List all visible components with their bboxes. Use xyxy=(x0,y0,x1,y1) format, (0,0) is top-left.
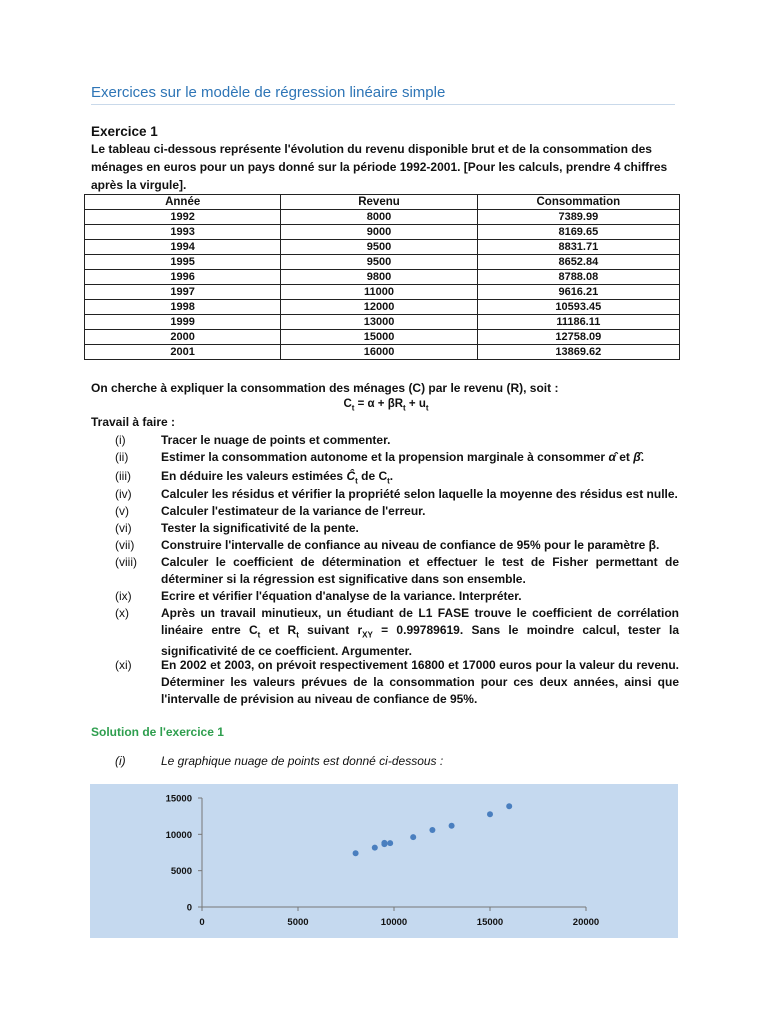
table-row xyxy=(85,345,680,360)
task-text-part: Après un travail minutieux, un étudiant de L1 FASE trouve le coefficient de corrélation linéaire entre C xyxy=(161,606,679,637)
task-text: Construire l'intervalle de confiance au niveau de confiance de 95% pour le paramètre β. xyxy=(161,538,660,552)
task-number: (xi) xyxy=(115,658,132,672)
task-text-part: Estimer la consommation autonome et la propension marginale à consommer xyxy=(161,450,606,464)
task-text: En 2002 et 2003, on prévoit respectivement 16800 et 17000 euros pour la valeur du revenu. Déterminer les valeurs prévues de la consommation pour ces deux années, ainsi que l'intervalle de prévision au niveau de confiance de 95%. xyxy=(161,658,679,706)
eq-sub-u: t xyxy=(425,403,429,413)
task-number: (i) xyxy=(115,433,126,447)
cell-consommation: 8652.84 xyxy=(477,255,679,270)
cell-consommation: 11186.11 xyxy=(477,315,679,330)
task-text: Calculer l'estimateur de la variance de l'erreur. xyxy=(161,504,426,518)
y-tick-label: 5000 xyxy=(170,866,192,878)
eq-middle: = α + βR xyxy=(354,398,404,410)
scatter-chart xyxy=(90,784,678,938)
table-row xyxy=(85,285,680,300)
task-text-part: . xyxy=(389,469,394,483)
cell-consommation: 10593.45 xyxy=(477,300,679,315)
data-point xyxy=(506,803,512,809)
x-tick-label: 0 xyxy=(199,917,205,928)
table-row xyxy=(85,240,680,255)
sub-t: t xyxy=(355,476,358,486)
eq-sub-c: t xyxy=(351,403,355,413)
data-point xyxy=(353,850,359,856)
sub-t: t xyxy=(257,630,261,640)
cell-annee: 1997 xyxy=(85,285,281,300)
solution-text: Le graphique nuage de points est donné ci-dessous : xyxy=(161,754,444,768)
cell-revenu: 9800 xyxy=(281,270,477,285)
cell-annee: 2000 xyxy=(85,330,281,345)
y-tick-label: 10000 xyxy=(165,829,192,841)
data-table xyxy=(84,194,680,360)
x-tick-label: 15000 xyxy=(476,917,504,928)
x-tick-label: 10000 xyxy=(380,917,408,928)
title-rule xyxy=(91,104,675,105)
model-question: On cherche à expliquer la consommation des ménages (C) par le revenu (R), soit : xyxy=(91,381,559,395)
cell-annee: 1998 xyxy=(85,300,281,315)
task-text: Calculer les résidus et vérifier la propriété selon laquelle la moyenne des résidus est nulle. xyxy=(161,487,678,501)
task-text-part: et R xyxy=(260,623,297,637)
task-number: (iii) xyxy=(115,469,131,483)
data-point xyxy=(410,834,416,840)
task-text: Tracer le nuage de points et commenter. xyxy=(161,433,391,447)
cell-revenu: 13000 xyxy=(281,315,477,330)
task-text-part: de C xyxy=(357,469,388,483)
x-tick-label: 5000 xyxy=(287,917,309,928)
cell-revenu: 15000 xyxy=(281,330,477,345)
cell-annee: 2001 xyxy=(85,345,281,360)
cell-revenu: 9500 xyxy=(281,240,477,255)
cell-revenu: 16000 xyxy=(281,345,477,360)
table-row xyxy=(85,210,680,225)
task-text-part: = 0.99789619. Sans le moindre calcul, tester la significativité de ce coefficient. Argumenter. xyxy=(161,623,679,659)
cell-consommation: 9616.21 xyxy=(477,285,679,300)
col-header-consommation: Consommation xyxy=(477,195,679,210)
cell-annee: 1992 xyxy=(85,210,281,225)
cell-consommation: 7389.99 xyxy=(477,210,679,225)
cell-consommation: 12758.09 xyxy=(477,330,679,345)
data-point xyxy=(449,823,455,829)
cell-revenu: 9000 xyxy=(281,225,477,240)
task-number: (ii) xyxy=(115,450,129,464)
data-point xyxy=(429,827,435,833)
task-number: (v) xyxy=(115,504,129,518)
alpha-hat: α̂ xyxy=(608,450,616,464)
cell-consommation: 8831.71 xyxy=(477,240,679,255)
eq-plus: + u xyxy=(405,398,426,410)
sub-t: t xyxy=(296,630,299,640)
eq-c: C xyxy=(343,398,352,410)
task-number: (vii) xyxy=(115,538,135,552)
col-header-annee: Année xyxy=(85,195,281,210)
table-row xyxy=(85,225,680,240)
eq-sub-r: t xyxy=(403,403,406,413)
task-text-part: et xyxy=(615,450,634,464)
y-tick-label: 0 xyxy=(186,902,192,914)
c-hat: Ĉ xyxy=(346,469,356,483)
data-point xyxy=(381,841,387,847)
table-row xyxy=(85,330,680,345)
table-row xyxy=(85,300,680,315)
task-text-part: En déduire les valeurs estimées xyxy=(161,469,344,483)
scatter-chart-area xyxy=(90,784,678,938)
data-point xyxy=(372,845,378,851)
exercise-heading: Exercice 1 xyxy=(91,124,158,139)
x-tick-label: 20000 xyxy=(572,917,600,928)
col-header-revenu: Revenu xyxy=(281,195,477,210)
cell-annee: 1999 xyxy=(85,315,281,330)
task-text xyxy=(161,449,679,466)
sub-t: t xyxy=(387,476,390,486)
table-row xyxy=(85,270,680,285)
table-row xyxy=(85,255,680,270)
task-number: (vi) xyxy=(115,521,132,535)
cell-annee: 1993 xyxy=(85,225,281,240)
cell-consommation: 8788.08 xyxy=(477,270,679,285)
cell-annee: 1994 xyxy=(85,240,281,255)
task-number: (iv) xyxy=(115,487,132,501)
page-title: Exercices sur le modèle de régression linéaire simple xyxy=(91,84,446,101)
cell-consommation: 8169.65 xyxy=(477,225,679,240)
task-text-part: . xyxy=(640,450,645,464)
task-text xyxy=(161,605,679,660)
table-row xyxy=(85,315,680,330)
cell-annee: 1995 xyxy=(85,255,281,270)
task-text-part: suivant r xyxy=(298,623,363,637)
data-point xyxy=(487,811,493,817)
sub-xy: XY xyxy=(362,630,373,640)
exercise-intro: Le tableau ci-dessous représente l'évolution du revenu disponible brut et de la consommation des ménages en euros pour un pays donné sur la période 1992-2001. [Pour les calculs, prendre 4 chiffres après la virgule]. xyxy=(91,142,668,192)
task-text: Calculer le coefficient de détermination et effectuer le test de Fisher permettant de déterminer si la régression est significative dans son ensemble. xyxy=(161,555,679,586)
task-number: (x) xyxy=(115,606,129,620)
cell-revenu: 8000 xyxy=(281,210,477,225)
data-point xyxy=(387,840,393,846)
task-text: Tester la significativité de la pente. xyxy=(161,521,359,535)
solution-number: (i) xyxy=(115,754,126,768)
table-header-row xyxy=(85,195,680,210)
beta-hat: β̂ xyxy=(633,450,641,464)
model-equation xyxy=(91,398,681,412)
task-number: (viii) xyxy=(115,555,137,569)
cell-annee: 1996 xyxy=(85,270,281,285)
cell-revenu: 9500 xyxy=(281,255,477,270)
cell-consommation: 13869.62 xyxy=(477,345,679,360)
task-number: (ix) xyxy=(115,589,132,603)
cell-revenu: 12000 xyxy=(281,300,477,315)
cell-revenu: 11000 xyxy=(281,285,477,300)
work-label: Travail à faire : xyxy=(91,415,176,429)
y-tick-label: 15000 xyxy=(165,793,192,805)
solution-heading: Solution de l'exercice 1 xyxy=(91,725,224,739)
task-text: Ecrire et vérifier l'équation d'analyse de la variance. Interpréter. xyxy=(161,589,522,603)
